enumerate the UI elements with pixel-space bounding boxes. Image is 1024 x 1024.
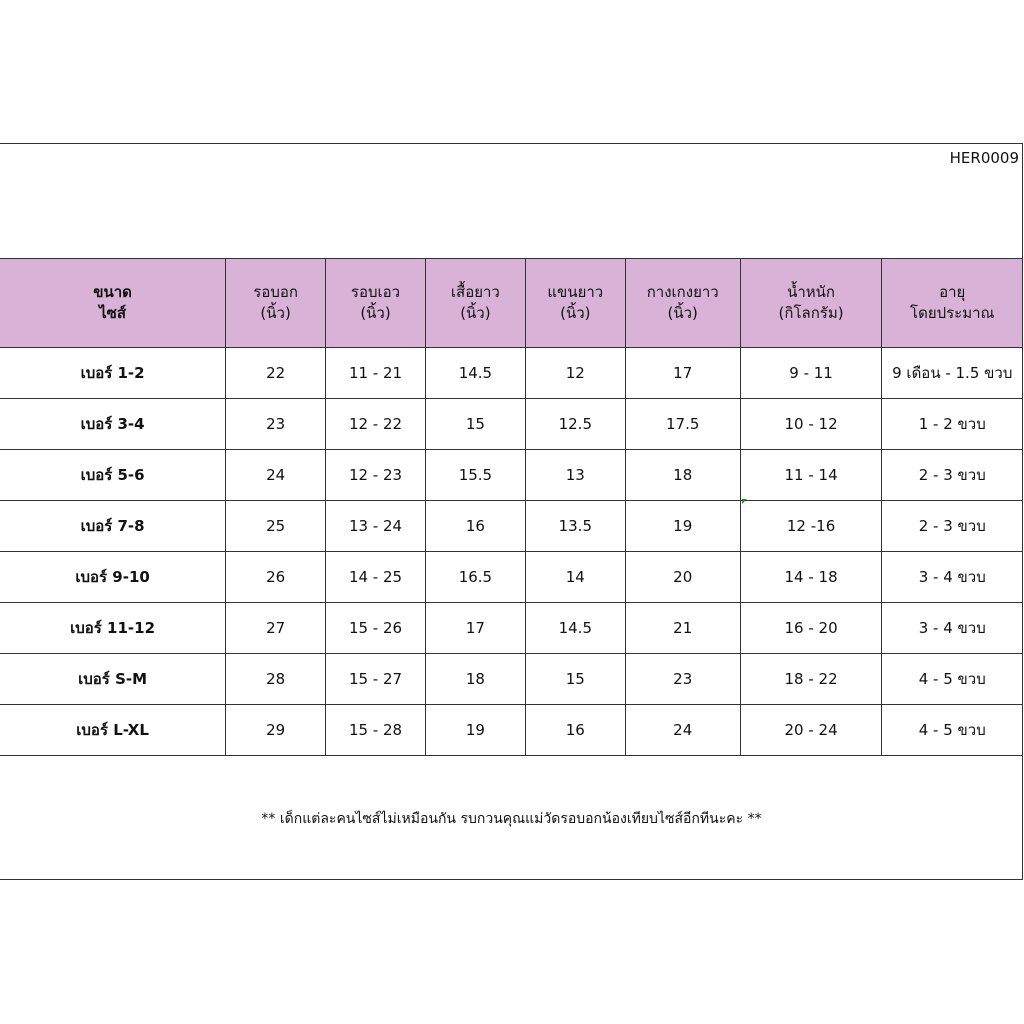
header-chest: รอบอก (นิ้ว) (226, 259, 326, 348)
cell-sleeve-length: 15 (525, 654, 625, 705)
size-chart-sheet (0, 143, 1023, 880)
cell-shirt-length: 19 (425, 705, 525, 756)
header-row (0, 259, 1022, 348)
cell-waist: 12 - 23 (326, 450, 426, 501)
table-row (0, 552, 1022, 603)
cell-weight: 9 - 11 (740, 348, 882, 399)
cell-pants-length: 17 (625, 348, 740, 399)
sizing-note: ** เด็กแต่ละคนไซส์ไม่เหมือนกัน รบกวนคุณแม่วัดรอบอกน้องเทียบไซส์อีกทีนะคะ ** (261, 811, 762, 827)
product-code: HER0009 (949, 149, 1019, 167)
cell-waist: 15 - 26 (326, 603, 426, 654)
cell-age: 2 - 3 ขวบ (882, 501, 1022, 552)
table-row (0, 348, 1022, 399)
cell-waist: 11 - 21 (326, 348, 426, 399)
cell-weight: 10 - 12 (740, 399, 882, 450)
table-row (0, 450, 1022, 501)
cell-weight: 18 - 22 (740, 654, 882, 705)
header-shirt-length: เสื้อยาว (นิ้ว) (425, 259, 525, 348)
cell-age: 4 - 5 ขวบ (882, 654, 1022, 705)
cell-size: เบอร์ 1-2 (0, 348, 226, 399)
cell-waist: 15 - 27 (326, 654, 426, 705)
cell-shirt-length: 15 (425, 399, 525, 450)
cell-size: เบอร์ 7-8 (0, 501, 226, 552)
table-row (0, 399, 1022, 450)
cell-waist: 15 - 28 (326, 705, 426, 756)
header-sleeve-length: แขนยาว (นิ้ว) (525, 259, 625, 348)
cell-weight: 14 - 18 (740, 552, 882, 603)
cell-sleeve-length: 12 (525, 348, 625, 399)
cell-sleeve-length: 14.5 (525, 603, 625, 654)
cell-chest: 26 (226, 552, 326, 603)
cell-pants-length: 18 (625, 450, 740, 501)
table-row (0, 603, 1022, 654)
size-table (0, 258, 1022, 756)
cell-waist: 12 - 22 (326, 399, 426, 450)
cell-pants-length: 20 (625, 552, 740, 603)
cell-pants-length: 23 (625, 654, 740, 705)
cell-pants-length: 21 (625, 603, 740, 654)
cell-size: เบอร์ 3-4 (0, 399, 226, 450)
cell-sleeve-length: 14 (525, 552, 625, 603)
cell-age: 9 เดือน - 1.5 ขวบ (882, 348, 1022, 399)
cell-chest: 25 (226, 501, 326, 552)
cell-chest: 23 (226, 399, 326, 450)
cell-comment-marker (742, 499, 747, 504)
header-waist: รอบเอว (นิ้ว) (326, 259, 426, 348)
cell-chest: 28 (226, 654, 326, 705)
cell-age: 3 - 4 ขวบ (882, 603, 1022, 654)
cell-waist: 13 - 24 (326, 501, 426, 552)
cell-size: เบอร์ 9-10 (0, 552, 226, 603)
cell-chest: 22 (226, 348, 326, 399)
cell-weight: 12 -16 (740, 501, 882, 552)
cell-pants-length: 24 (625, 705, 740, 756)
cell-shirt-length: 18 (425, 654, 525, 705)
cell-age: 1 - 2 ขวบ (882, 399, 1022, 450)
cell-sleeve-length: 16 (525, 705, 625, 756)
cell-age: 4 - 5 ขวบ (882, 705, 1022, 756)
cell-waist: 14 - 25 (326, 552, 426, 603)
cell-sleeve-length: 13 (525, 450, 625, 501)
header-pants-length: กางเกงยาว (นิ้ว) (625, 259, 740, 348)
cell-shirt-length: 16.5 (425, 552, 525, 603)
header-weight: น้ำหนัก (กิโลกรัม) (740, 259, 882, 348)
cell-weight: 11 - 14 (740, 450, 882, 501)
cell-age: 3 - 4 ขวบ (882, 552, 1022, 603)
cell-size: เบอร์ S-M (0, 654, 226, 705)
header-size: ขนาด ไซส์ (0, 259, 226, 348)
cell-weight: 20 - 24 (740, 705, 882, 756)
cell-age: 2 - 3 ขวบ (882, 450, 1022, 501)
cell-pants-length: 19 (625, 501, 740, 552)
cell-shirt-length: 17 (425, 603, 525, 654)
cell-sleeve-length: 12.5 (525, 399, 625, 450)
cell-size: เบอร์ 5-6 (0, 450, 226, 501)
cell-shirt-length: 15.5 (425, 450, 525, 501)
cell-chest: 24 (226, 450, 326, 501)
cell-shirt-length: 16 (425, 501, 525, 552)
table-row (0, 501, 1022, 552)
cell-chest: 27 (226, 603, 326, 654)
cell-size: เบอร์ L-XL (0, 705, 226, 756)
cell-size: เบอร์ 11-12 (0, 603, 226, 654)
table-row (0, 654, 1022, 705)
cell-sleeve-length: 13.5 (525, 501, 625, 552)
header-age: อายุ โดยประมาณ (882, 259, 1022, 348)
cell-shirt-length: 14.5 (425, 348, 525, 399)
cell-weight: 16 - 20 (740, 603, 882, 654)
table-row (0, 705, 1022, 756)
cell-chest: 29 (226, 705, 326, 756)
cell-pants-length: 17.5 (625, 399, 740, 450)
